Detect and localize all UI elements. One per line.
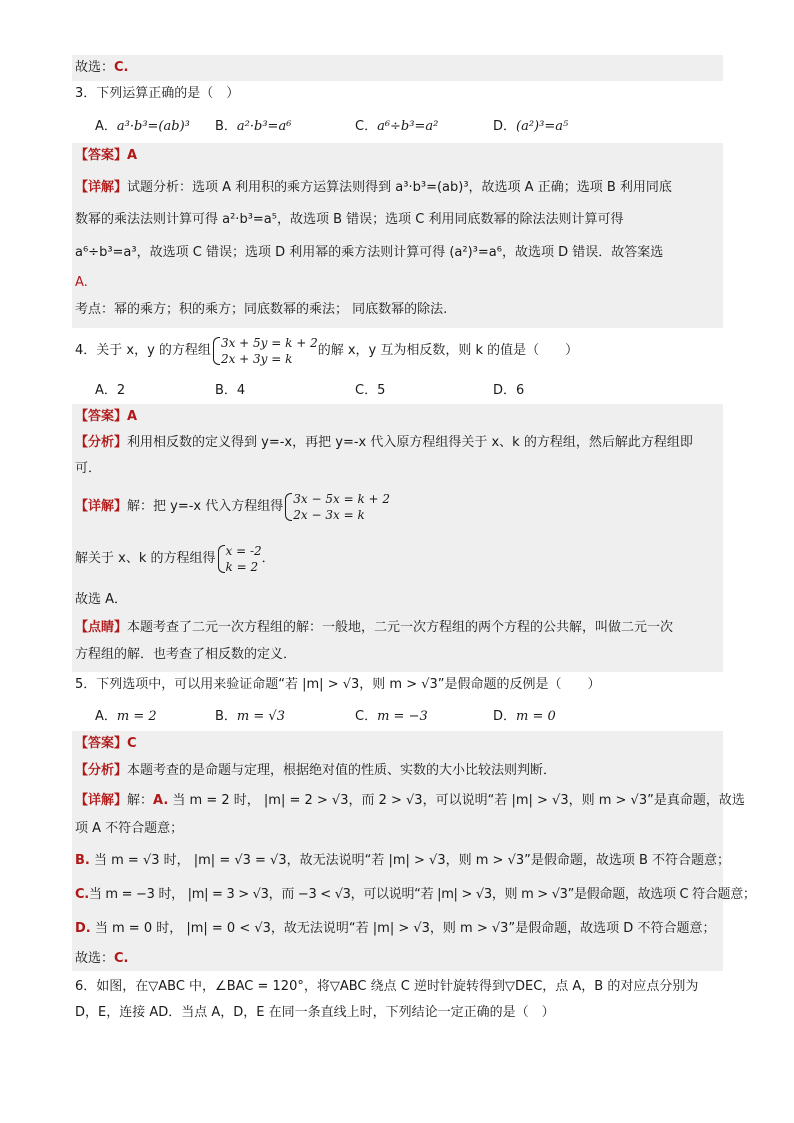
q4-solve-system-eq1: x = -2 [225, 543, 262, 558]
q5-detail-d-label: D. [75, 921, 91, 936]
q4-system-eq1: 3x + 5y = k + 2 [220, 335, 318, 350]
q5-detail-tag: 【详解】 [75, 793, 128, 808]
q4-detail-line [75, 488, 721, 528]
q5-stem: 5．下列选项中，可以用来验证命题“若 |m| > √3，则 m > √3”是假命题的反例是（ ） [75, 677, 601, 692]
q6-line-1: 6．如图，在▽ABC 中，∠BAC = 120°，将▽ABC 绕点 C 逆时针旋转得到▽DEC，点 A，B 的对应点分别为 [75, 979, 699, 994]
q3-option-c-letter: C． [355, 119, 378, 134]
q5-detail-c [75, 884, 756, 906]
q5-detail-prefix: 解： [127, 793, 154, 808]
q5-analysis-text: 本题考查的是命题与定理，根据绝对值的性质、实数的大小比较法则判断． [127, 763, 557, 778]
q4-option-b-value: 4 [236, 383, 246, 398]
q4-option-b [215, 379, 245, 398]
q3-detail-line-4: A. [75, 275, 88, 290]
q3-kaodian: 考点：幂的乘方；积的乘方；同底数幂的乘法； 同底数幂的除法. [75, 302, 448, 317]
q4-answer [75, 406, 721, 428]
q4-analysis-line-2: 可． [75, 461, 102, 476]
q5-answer-value: C [127, 736, 137, 751]
q5-guxuan-value: C. [114, 951, 129, 966]
q4-detail-tag: 【详解】 [75, 499, 128, 514]
q5-analysis [75, 760, 721, 782]
q5-detail-a-line-1 [75, 790, 745, 812]
q4-option-c-letter: C． [355, 383, 378, 398]
prev-guxuan-value: C. [114, 60, 129, 75]
q3-detail-tag: 【详解】 [75, 180, 128, 195]
q5-answer [75, 733, 721, 755]
q4-detail-system-eq2: 2x − 3x = k [293, 507, 365, 522]
q4-option-d [493, 379, 524, 398]
q5-detail-b-label: B. [75, 853, 90, 868]
q4-solve-line [75, 540, 721, 580]
q4-option-b-letter: B． [215, 383, 237, 398]
q4-stem-suffix: 的解 x，y 互为相反数，则 k 的值是（ ） [317, 343, 579, 358]
q4-option-c-value: 5 [377, 383, 386, 398]
q3-detail-line-1 [75, 177, 721, 199]
q5-guxuan [75, 948, 721, 970]
q4-detail-system [283, 491, 390, 523]
q4-stem [75, 332, 721, 372]
q5-option-b-letter: B． [215, 709, 237, 724]
q3-option-d [493, 115, 568, 134]
q3-option-d-letter: D． [493, 119, 517, 134]
q4-solve-system-eq2: k = 2 [225, 559, 259, 574]
q4-detail-system-eq1: 3x − 5x = k + 2 [293, 491, 391, 506]
q4-option-a-value: 2 [116, 383, 126, 398]
q3-answer-tag: 【答案】 [75, 148, 128, 163]
q4-dianjing-line-2: 方程组的解．也考查了相反数的定义． [75, 647, 297, 662]
q3-option-a-letter: A． [95, 119, 117, 134]
q5-detail-b-text: 当 m = √3 时， |m| = √3 = √3，故无法说明“若 |m| > √3，则 m > √3”是假命题，故选项 B 不符合题意； [89, 853, 731, 868]
q5-option-a-expr: m = 2 [116, 709, 157, 724]
q5-option-c-expr: m = −3 [377, 709, 428, 724]
q3-option-a [95, 115, 190, 134]
q4-option-a [95, 379, 125, 398]
q3-option-a-expr: a³·b³=(ab)³ [116, 119, 190, 134]
q5-detail-a-text: 当 m = 2 时， |m| = 2 > √3，而 2 > √3，可以说明“若 |m| > √3，则 m > √3”是真命题，故选 [168, 793, 745, 808]
q3-option-b [215, 115, 291, 134]
q5-detail-b [75, 850, 731, 872]
q3-detail-line-2: 数幂的乘法法则计算可得 a²·b³=a⁵，故选项 B 错误；选项 C 利用同底数幂的除法法则计算可得 [75, 212, 624, 227]
q3-option-b-letter: B． [215, 119, 237, 134]
q4-analysis-line-1 [75, 432, 721, 454]
q3-option-b-expr: a²·b³=a⁶ [236, 119, 292, 134]
q5-detail-c-label: C. [75, 887, 89, 902]
q5-option-d [493, 705, 556, 724]
q5-detail-d [75, 918, 721, 940]
prev-guxuan-label: 故选： [75, 60, 115, 75]
q4-analysis-tag: 【分析】 [75, 435, 128, 450]
q3-option-d-expr: (a²)³=a⁵ [516, 119, 569, 134]
q4-dianjing-tag: 【点睛】 [75, 620, 128, 635]
q3-answer [75, 145, 721, 167]
q3-option-c-expr: a⁶÷b³=a² [377, 119, 439, 134]
q4-option-d-letter: D． [493, 383, 517, 398]
q5-detail-c-text: 当 m = −3 时， |m| = 3 > √3，而 −3 < √3，可以说明“若 |m| > √3，则 m > √3”是假命题，故选项 C 符合题意； [88, 887, 756, 902]
q4-analysis-text-1: 利用相反数的定义得到 y=-x，再把 y=-x 代入原方程组得关于 x、k 的方程组，然后解此方程组即 [127, 435, 693, 450]
q5-option-a-letter: A． [95, 709, 117, 724]
q4-solve-system [216, 543, 262, 575]
q4-solve-end: ． [261, 551, 275, 566]
q3-stem: 3．下列运算正确的是（ ） [75, 86, 240, 101]
q3-answer-value: A [127, 148, 138, 163]
q5-option-a [95, 705, 157, 724]
q5-guxuan-label: 故选： [75, 951, 115, 966]
q3-detail-text-1: 试题分析：选项 A 利用积的乘方运算法则得到 a³·b³=(ab)³，故选项 A 正确；选项 B 利用同底 [127, 180, 672, 195]
q4-option-d-value: 6 [516, 383, 525, 398]
q4-option-a-letter: A． [95, 383, 117, 398]
q4-guxuan: 故选 A． [75, 592, 128, 607]
q5-detail-d-text: 当 m = 0 时， |m| = 0 < √3，故无法说明“若 |m| > √3，则 m > √3”是假命题，故选项 D 不符合题意； [90, 921, 716, 936]
q4-system-eq2: 2x + 3y = k [220, 351, 293, 366]
q4-dianjing-line-1 [75, 617, 721, 639]
q5-detail-a-line-2: 项 A 不符合题意； [75, 821, 184, 836]
q4-detail-text: 解：把 y=-x 代入方程组得 [127, 499, 284, 514]
q4-solve-text: 解关于 x、k 的方程组得 [75, 551, 216, 566]
q3-detail-line-3: a⁶÷b³=a³，故选项 C 错误；选项 D 利用幂的乘方法则计算可得 (a²)³=a⁶，故选项 D 错误．故答案选 [75, 245, 664, 260]
q5-detail-a-label: A. [153, 793, 169, 808]
prev-answer-line [75, 57, 721, 79]
q5-option-c-letter: C． [355, 709, 378, 724]
q5-analysis-tag: 【分析】 [75, 763, 128, 778]
q4-stem-prefix: 4．关于 x，y 的方程组 [75, 343, 211, 358]
q4-answer-tag: 【答案】 [75, 409, 128, 424]
q4-system [211, 335, 318, 367]
q5-option-d-letter: D． [493, 709, 517, 724]
q5-option-b [215, 705, 285, 724]
q6-line-2: D，E，连接 AD．当点 A，D，E 在同一条直线上时，下列结论一定正确的是（ ） [75, 1005, 555, 1020]
q5-option-c [355, 705, 428, 724]
q5-option-b-expr: m = √3 [236, 709, 285, 724]
q4-answer-value: A [127, 409, 138, 424]
q4-option-c [355, 379, 385, 398]
q5-answer-tag: 【答案】 [75, 736, 128, 751]
q3-option-c [355, 115, 438, 134]
q4-dianjing-text-1: 本题考查了二元一次方程组的解：一般地，二元一次方程组的两个方程的公共解，叫做二元一次 [127, 620, 674, 635]
q5-option-d-expr: m = 0 [516, 709, 556, 724]
